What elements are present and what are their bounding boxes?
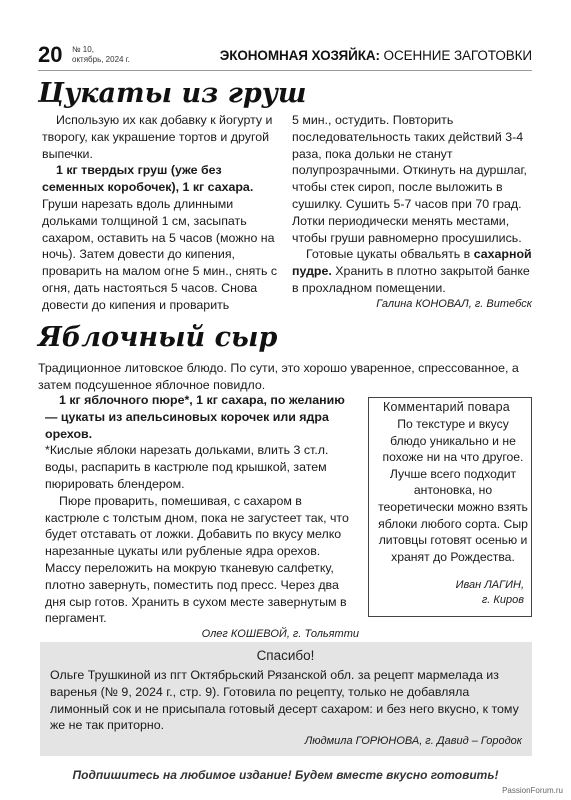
article1-method-cont: 5 мин., остудить. Повторить последовательность таких действий 3-4 раза, пока дольки не станут полупрозрачными. Откинуть на дуршлаг, чтобы стек сироп, после выложить в сушилку. Сушить 5-7 часов при 70 град. Лотки периодически менять местами, чтобы груши равномерно просушились.	[292, 113, 527, 245]
article2-city: , г. Тольятти	[286, 628, 359, 641]
article-title-apple-cheese: Яблочный сыр	[38, 322, 278, 353]
article1-intro: Использую их как добавку к йогурту и творогу, как украшение тортов и другой выпечки.	[42, 113, 273, 161]
magazine-name: ЭКОНОМНАЯ ХОЗЯЙКА:	[219, 47, 380, 63]
issue-number: № 10,	[72, 45, 94, 54]
article2-signature	[45, 627, 359, 642]
article2-intro: Традиционное литовское блюдо. По сути, это хорошо уваренное, спрессованное, а затем подсушенное яблочное повидло.	[38, 361, 519, 392]
article1-author: Галина КОНОВАЛ	[376, 297, 469, 310]
article-title-pears: Цукаты из груш	[38, 78, 307, 109]
issue-info	[72, 45, 142, 65]
page-header	[38, 38, 532, 72]
article2-author: Олег КОШЕВОЙ	[201, 628, 287, 641]
section-name: ОСЕННИЕ ЗАГОТОВКИ	[379, 47, 532, 63]
article1-storage-end: Хранить в плотно закрытой банке в прохладном помещении.	[292, 264, 530, 295]
article1-column-right	[292, 112, 532, 312]
header-divider	[38, 70, 532, 71]
article1-storage-start: Готовые цукаты обвальять в	[306, 247, 474, 262]
article1-storage	[292, 246, 532, 296]
article1-storage-bold: сахарной пудре.	[292, 247, 532, 279]
article1-city: , г. Витебск	[468, 297, 532, 310]
thanks-title: Спасибо!	[256, 648, 315, 663]
article1-column-left	[42, 112, 282, 314]
site-watermark: PassionForum.ru	[502, 786, 563, 795]
page-number: 20	[38, 42, 63, 67]
article2-footnote: *Кислые яблоки нарезать дольками, влить 3 ст.л. воды, распарить в кастрюле под крышкой, затем пюрировать блендером.	[45, 443, 329, 491]
chef-comment-heading: Комментарий повара	[380, 400, 513, 414]
article1-signature	[292, 297, 532, 312]
article1-ingredients: 1 кг твердых груш (уже без семенных коробочек), 1 кг сахара.	[42, 163, 254, 195]
article2-ingredients: 1 кг яблочного пюре*, 1 кг сахара, по желанию — цукаты из апельсиновых корочек или ядра орехов.	[45, 393, 345, 441]
article2-body	[45, 392, 359, 642]
chef-comment-text: По текстуре и вкусу блюдо уникально и не похоже ни на что другое. Лучше всего подходит антоновка, но теоретически можно взять яблоки любого сорта. Сыр литовцы готовят осенью и хранят до Рождества.	[378, 417, 528, 564]
article1-method: Груши нарезать вдоль длинными дольками толщиной 1 см, засыпать сахаром, оставить на 5 часов (можно на ночь). Затем довести до кипения, проварить на малом огне 5 мин., снять с огня, дать настояться 5 часов. Снова довести до кипения и проварить	[42, 196, 278, 312]
article2-method: Пюре проварить, помешивая, с сахаром в кастрюле с толстым дном, пока не загустеет так, что будет отставать от ложки. Добавить по вкусу мелко нарезанные цукаты или рубленые ядра орехов. Массу переложить на мокрую тканевую салфетку, плотно завернуть, поместить под пресс. Через два дня сыр готов. Хранить в сухом месте завернутым в пергамент.	[45, 493, 349, 626]
chef-comment-signature	[378, 578, 524, 608]
chef-city: г. Киров	[481, 594, 524, 606]
issue-date: октябрь, 2024 г.	[72, 55, 130, 64]
thanks-signature: Людмила ГОРЮНОВА, г. Давид – Городок	[304, 735, 522, 747]
subscribe-slogan: Подпишитесь на любимое издание! Будем вместе вкусно готовить!	[72, 768, 499, 782]
magazine-title	[142, 48, 532, 63]
thanks-text: Ольге Трушкиной из пгт Октябрьский Рязанской обл. за рецепт мармелада из варенья (№ 9, 2024 г., стр. 9). Готовила по рецепту, только не добавляла лимонный сок и не присыпала готовый десерт сахаром: и без него вкусно, к тому же не так приторно.	[50, 668, 519, 733]
chef-name: Иван ЛАГИН,	[455, 579, 524, 591]
